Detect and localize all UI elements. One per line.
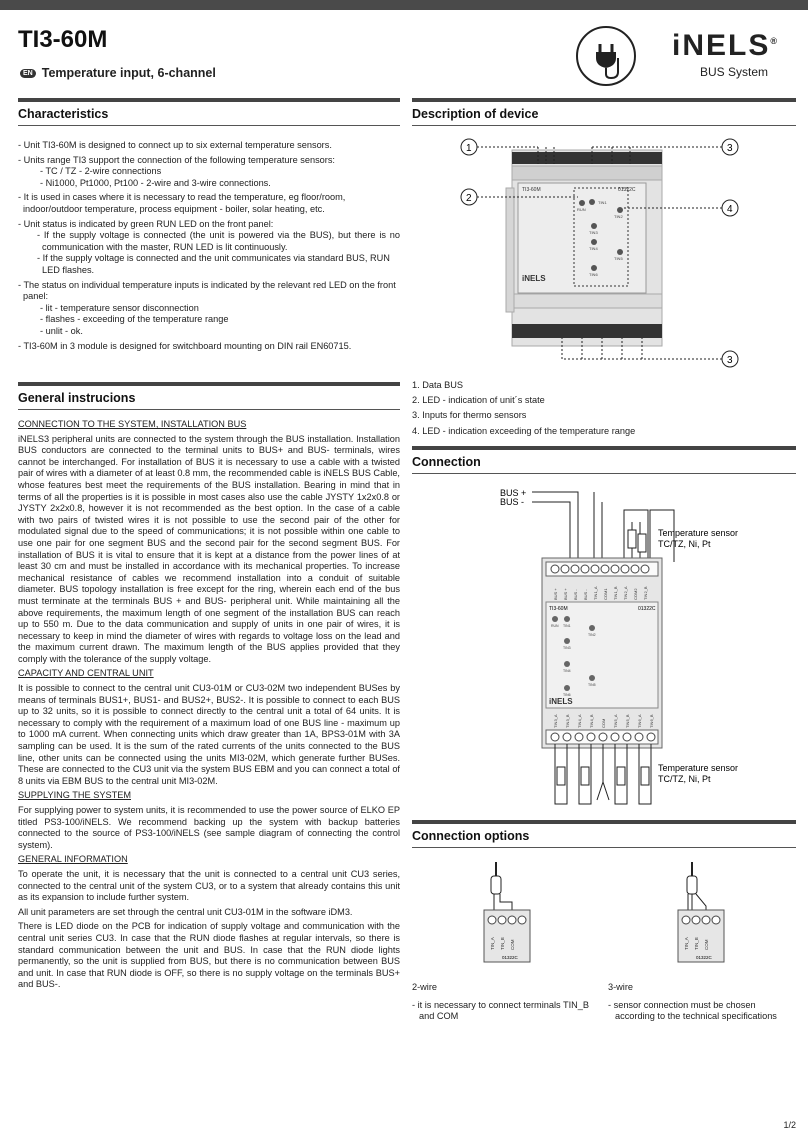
section-capacity: CAPACITY AND CENTRAL UNIT	[18, 668, 154, 679]
char-p5b: - flashes - exceeding of the temperature range	[40, 314, 229, 325]
general-info-text-2: All unit parameters are set through the central unit CU3-01M in the software iDM3.	[18, 906, 353, 917]
top-terminal-9: COM2	[633, 588, 638, 600]
three-wire-serial: 01322C	[696, 955, 712, 960]
top-terminal-1: BUS +	[553, 588, 558, 600]
two-wire-terminal-com: COM	[510, 939, 515, 950]
callout-2: 2	[466, 193, 472, 204]
legend-item-2: 2. LED - indication of unit´s state	[412, 395, 545, 406]
general-heading-text: General instrucions	[18, 391, 400, 410]
three-wire-text: - sensor connection must be chosen according to the technical specifications	[608, 999, 777, 1022]
three-wire-terminal-a: TIN_A	[684, 937, 689, 950]
page-title: TI3-60M	[18, 26, 108, 53]
device-model: TI3-60M	[522, 187, 541, 193]
top-terminal-3: BUS -	[573, 589, 578, 600]
brand-name: iNELS	[672, 29, 771, 62]
bottom-terminal-1: TIN3_A	[553, 714, 558, 728]
two-wire-terminal-a: TIN_A	[490, 937, 495, 950]
char-p2b: - Ni1000, Pt1000, Pt100 - 2-wire and 3-wire connections.	[40, 177, 271, 188]
general-text	[18, 416, 400, 994]
three-wire-terminal-com: COM	[704, 939, 709, 950]
bus-plus-label: BUS +	[500, 488, 527, 498]
led-label-tin4: TIN4	[589, 246, 598, 251]
top-terminal-8: TIN2_A	[623, 586, 628, 600]
brand-logo	[672, 26, 800, 79]
char-p2a: - TC / TZ - 2-wire connections	[40, 166, 162, 177]
unit-led-run: RUN	[551, 624, 559, 628]
led-label-tin2: TIN2	[614, 214, 623, 219]
device-illustration	[412, 128, 792, 372]
char-p5c: - unlit - ok.	[40, 325, 83, 336]
bottom-terminal-3: TIN4_A	[577, 714, 582, 728]
sensor-label-top-1: Temperature sensor	[658, 528, 739, 538]
char-p2: - Units range TI3 support the connection of the following temperature sensors:	[18, 154, 335, 165]
language-badge: EN	[20, 69, 36, 78]
unit-brand: iNELS	[549, 697, 573, 706]
capacity-text: It is possible to connect to the central unit CU3-01M or CU3-02M two independent BUSes by means of terminals BUS1+, BUS1- and BUS2+, BUS2-. It is possible to connect to each BUS up to 32 units, so it is possible to connect directly to the central unit a total of 64 units. It is necessary to comply with the requirement of a maximum load of one BUS line - maximum up to 1000 mA current. When connecting units which draw greater than 1A, BPS3-01M with 3A sampling can be used. It is the sum of the rated currents of the units connected to the BUS line, other units can be connected using the units MI3-02M, which generate further BUSes. These are connected to the CU3 unit via the system BUS EBM and you can connect a total of 8 units via EBM BUS to the central unit MI3-02M.	[18, 683, 400, 786]
bottom-terminal-holes	[551, 733, 655, 741]
unit-led-tin1: TIN1	[563, 624, 571, 628]
two-wire-title: 2-wire	[412, 982, 438, 992]
unit-model: TI3-60M	[549, 606, 568, 612]
led-label-tin1: TIN1	[598, 200, 607, 205]
options-heading	[412, 820, 796, 848]
section-general-info: GENERAL INFORMATION	[18, 854, 128, 865]
led-run-dot	[579, 200, 585, 206]
led-tin5-dot	[617, 249, 623, 255]
subtitle-text: Temperature input, 6-channel	[41, 66, 216, 80]
sensor-label-bottom-2: TC/TZ, Ni, Pt	[658, 774, 711, 784]
callout-3-top: 3	[727, 143, 733, 154]
two-wire-description	[412, 982, 592, 1023]
device-heading	[412, 98, 796, 126]
two-wire-diagram	[478, 858, 538, 968]
led-label-run: RUN	[577, 207, 586, 212]
char-p4b: - If the supply voltage is connected and the unit communicates via standard BUS, RUN LED flashes.	[37, 253, 390, 275]
connection-diagram	[412, 482, 796, 818]
section-connection-bus: CONNECTION TO THE SYSTEM, INSTALLATION BUS	[18, 419, 247, 429]
bottom-terminal-5: COM	[601, 718, 606, 728]
legend-item-3: 3. Inputs for thermo sensors	[412, 410, 527, 421]
section-supplying: SUPPLYING THE SYSTEM	[18, 790, 131, 801]
connection-heading-text: Connection	[412, 455, 796, 474]
three-wire-description	[608, 982, 792, 1023]
bottom-terminal-8: TIN6_A	[637, 714, 642, 728]
char-p6: - TI3-60M in 3 module is designed for switchboard mounting on DIN rail EN60715.	[18, 340, 352, 351]
callout-3-bottom: 3	[727, 355, 733, 366]
top-terminal-4: BUS -	[583, 589, 588, 600]
unit-led-tin5: TIN5	[588, 683, 596, 687]
options-heading-text: Connection options	[412, 829, 796, 848]
led-tin6-dot	[591, 265, 597, 271]
char-p3: - It is used in cases where it is necessary to read the temperature, eg floor/room, indoor/outdoor temperature, process equipment - boiler, solar heating, etc.	[18, 192, 346, 214]
led-tin1-dot	[589, 199, 595, 205]
plug-icon	[576, 26, 636, 86]
led-tin2-dot	[617, 207, 623, 213]
two-wire-text: - it is necessary to connect terminals TIN_B and COM	[412, 999, 590, 1022]
general-info-text-3: There is LED diode on the PCB for indication of supply voltage and communication with the central unit series CU3. In case that the RUN diode flashes at regular intervals, so there is standard communication between the unit and BUS. In case that the RUN diode lights permanently, so the unit is supplied from BUS, but there is no communication between BUS and unit. In case that RUN diode is OFF, so there is no supply voltage on the terminals BUS+ and BUS-.	[18, 921, 400, 990]
led-label-tin5: TIN5	[614, 256, 623, 261]
general-info-text-1: To operate the unit, it is necessary that the unit is connected to a central unit CU3 series, connected to the central unit of the system CU3, or to a system that already contains this unit as its expansion to include further system.	[18, 868, 400, 903]
device-brand: iNELS	[522, 274, 546, 283]
characteristics-heading-text: Characteristics	[18, 107, 400, 126]
general-heading	[18, 382, 400, 410]
char-p1: - Unit TI3-60M is designed to connect up to six external temperature sensors.	[18, 140, 332, 150]
top-terminal-5: TIN1_A	[593, 586, 598, 600]
char-p5: - The status on individual temperature inputs is indicated by the relevant red LED on the front panel:	[18, 279, 396, 302]
top-terminal-10: TIN2_B	[643, 586, 648, 600]
device-serial: 01322C	[618, 187, 636, 193]
unit-led-tin3: TIN3	[563, 646, 571, 650]
brand-subtitle: BUS System	[700, 65, 769, 79]
three-wire-diagram	[672, 858, 732, 968]
legend-item-1: 1. Data BUS	[412, 380, 464, 390]
supplying-text: For supplying power to system units, it is recommended to use the power source of ELKO EP titled PS3-100/iNELS. We recommend backing up the system with backup batteries connected to the source of PS3-100/iNELS (see sample diagram of connecting the control system).	[18, 805, 400, 850]
connection-heading	[412, 446, 796, 474]
unit-led-tin4: TIN4	[563, 669, 571, 673]
led-tin4-dot	[591, 239, 597, 245]
bottom-terminal-9: TIN6_B	[649, 714, 654, 728]
two-wire-serial: 01322C	[502, 955, 518, 960]
top-terminal-2: BUS +	[563, 588, 568, 600]
device-heading-text: Description of device	[412, 107, 796, 126]
connection-bus-text: iNELS3 peripheral units are connected to the system through the BUS installation. Installation BUS conductors are connected to the terminal units to BUS+ and BUS- terminals, wires cannot be interchanged. For installation of BUS it is necessary to use a cable with a twisted pair of wires with a diameter of at least 0.8 mm, the recommended cable is iNELS BUS Cable, whose features best meet the requirements of the BUS installation. Bearing in mind that in terms of all the properties is it is possible in most cases also use the cable JYSTY 1x2x0.8 or JYSTY 2x2x0.8, however it is not recommended as the best option. In the case of a cable with two pairs of twisted wires it is not possible to use the second pair of the other for modulated signal due to the speed of communications; it is not possible within one cable to use one pair for one segment BUS and the second pair for the second segment BUS. For installation of BUS it is vital to ensure that it is kept at a distance from the power lines of at least 30 cm and must be installed in accordance with its mechanical properties. To increase mechanical resistance of cables we recommend installation into a conduit of suitable diameter. BUS topology installation is free except for the ring, wherein each end of the bus must terminate at the terminals BUS + and BUS- peripheral unit. While maintaining all the above requirements, the maximum length of one segment of the installation BUS can reach up to 550 m. Due to the data communication and supply of units in one pair of wires, it is necessary to keep in mind the diameter of wires with regards to voltage loss on the lead and the maximum current drawn. The maximum length of the BUS applies provided that they comply with the tolerance of the supply voltage.	[18, 433, 400, 664]
led-label-tin6: TIN6	[589, 272, 598, 277]
bus-minus-label: BUS -	[500, 497, 525, 507]
two-wire-terminal-b: TIN_B	[500, 937, 505, 950]
top-terminal-6: COM1	[603, 588, 608, 600]
sensor-label-bottom-1: Temperature sensor	[658, 763, 739, 773]
led-label-tin3: TIN3	[589, 230, 598, 235]
char-p4: - Unit status is indicated by green RUN LED on the front panel:	[18, 218, 274, 229]
device-legend	[412, 378, 635, 439]
characteristics-heading	[18, 98, 400, 126]
bottom-terminal-7: TIN5_B	[625, 714, 630, 728]
unit-serial: 01322C	[638, 606, 656, 612]
bottom-terminal-2: TIN3_B	[565, 714, 570, 728]
three-wire-terminal-b: TIN_B	[694, 937, 699, 950]
page-subtitle	[20, 66, 216, 80]
legend-item-4: 4. LED - indication exceeding of the temperature range	[412, 425, 636, 436]
top-bar	[0, 0, 808, 10]
sensor-label-top-2: TC/TZ, Ni, Pt	[658, 539, 711, 549]
three-wire-title: 3-wire	[608, 982, 634, 992]
registered-mark: ®	[770, 36, 779, 46]
unit-led-tin2: TIN2	[588, 633, 596, 637]
unit-led-tin6: TIN6	[563, 693, 571, 697]
bottom-terminal-6: TIN5_A	[613, 714, 618, 728]
char-p5a: - lit - temperature sensor disconnection	[40, 302, 199, 313]
char-p4a: - If the supply voltage is connected (the unit is powered via the BUS), but there is no communication with the master, RUN LED is lit continuously.	[37, 230, 400, 252]
led-tin3-dot	[591, 223, 597, 229]
bottom-terminal-4: TIN4_B	[589, 714, 594, 728]
callout-1: 1	[466, 143, 472, 154]
callout-4: 4	[727, 204, 733, 215]
top-terminal-7: TIN1_B	[613, 586, 618, 600]
characteristics-text	[18, 140, 400, 355]
page-number: 1/2	[783, 1120, 796, 1130]
